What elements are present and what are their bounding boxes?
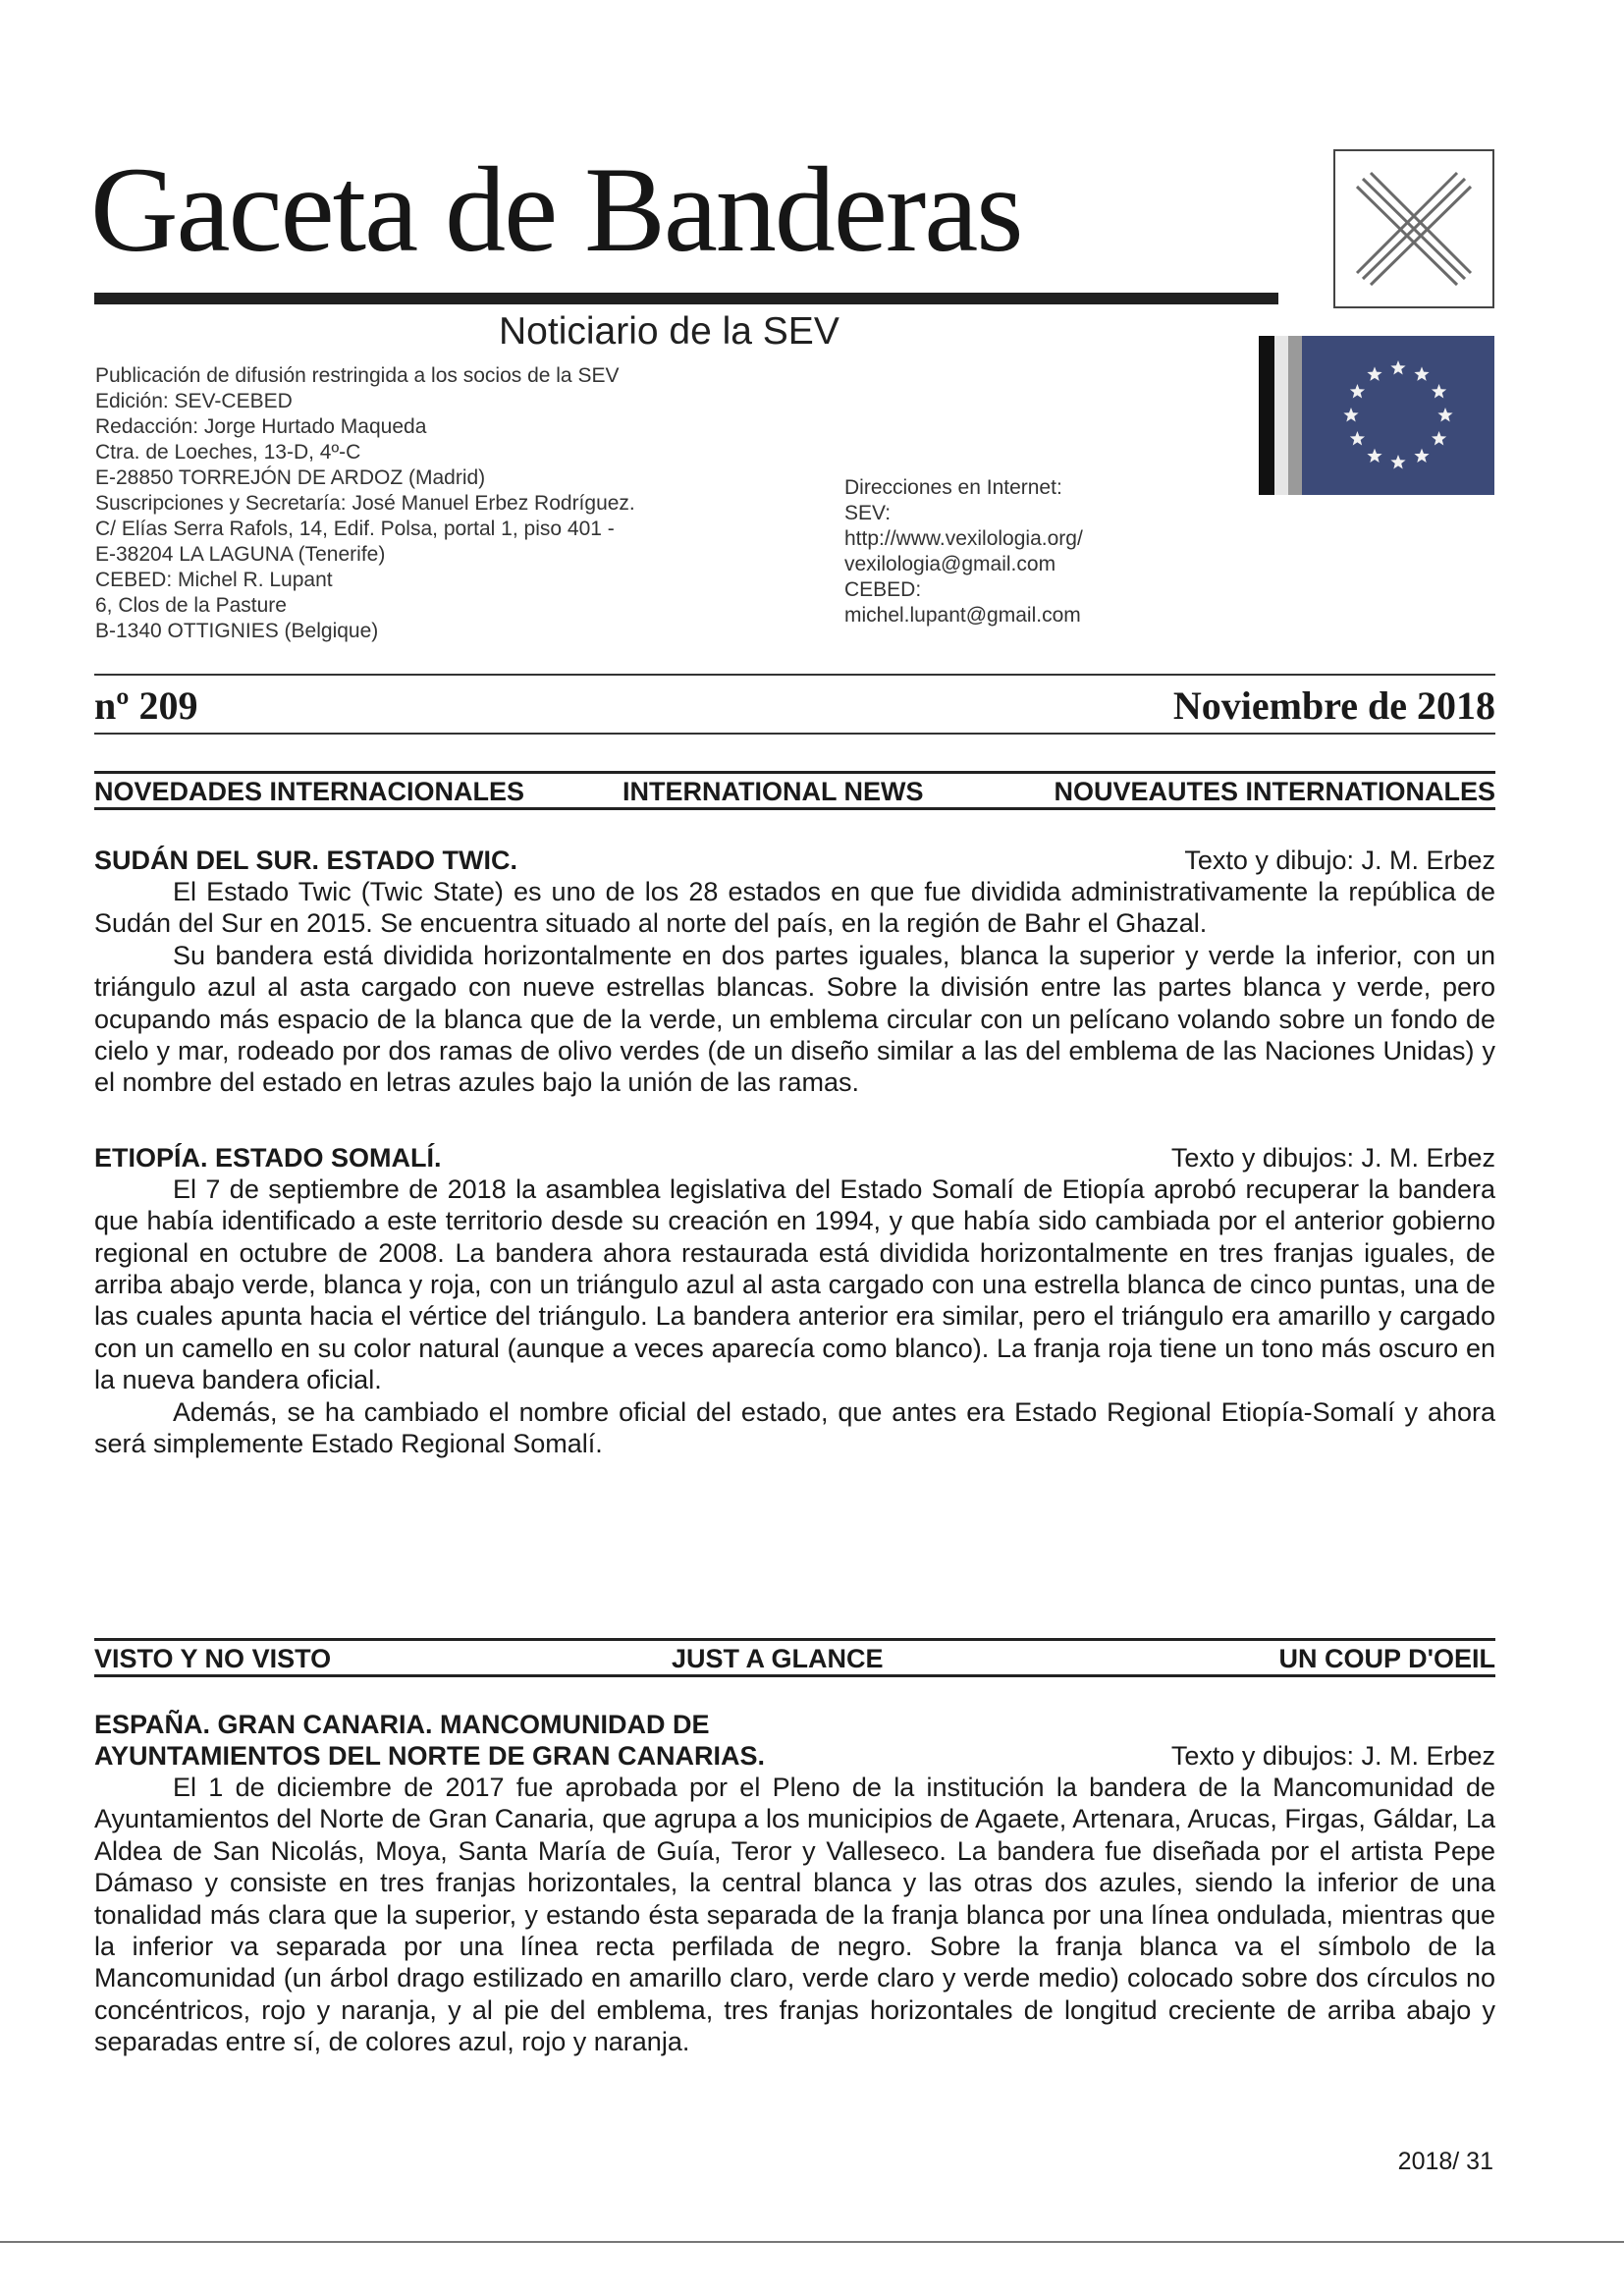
article-paragraph: Su bandera está dividida horizontalmente en dos partes iguales, blanca la superior y verde la inferior, con un triángulo azul al asta cargado con nueve estrellas blancas. Sobre la división entre las partes blanca y verde, pero ocupando más espacio de la blanca que de la verde, un emblema circular con un pelícano volando sobre un fondo de cielo y mar, rodeado por dos ramas de olivo verdes (de un diseño similar a las del emblema de las Naciones Unidas) y el nombre del estado en letras azules bajo la unión de las ramas.: [94, 940, 1495, 1098]
publication-line: Edición: SEV-CEBED: [95, 390, 293, 412]
subtitle: Noticiario de la SEV: [499, 310, 839, 353]
web-label: SEV:: [844, 502, 892, 524]
publication-line: C/ Elías Serra Rafols, 14, Edif. Polsa, portal 1, piso 401 -: [95, 518, 615, 540]
publication-line: E-28850 TORREJÓN DE ARDOZ (Madrid): [95, 466, 486, 489]
article-credit: Texto y dibujos: J. M. Erbez: [1170, 1142, 1495, 1173]
issue-date: Noviembre de 2018: [1172, 683, 1495, 728]
article-paragraph: El 1 de diciembre de 2017 fue aprobada por el Pleno de la institución la bandera de la Mancomunidad de Ayuntamientos del Norte de Gran Canaria, que agrupa a los municipios de Agaete, Artenara, Arucas, Firgas, Gáldar, La Aldea de San Nicolás, Moya, Santa María de Guía, Teror y Valleseco. La bandera fue diseñada por el artista Pepe Dámaso y consiste en tres franjas horizontales, la central blanca y las otras dos azules, siendo la inferior de una tonalidad más clara que la superior, y estando ésta separada de la franja blanca por una línea ondulada, mientras que la inferior va separada por una línea recta perfilada de negro. Sobre la franja blanca va el símbolo de la Mancomunidad (un árbol drago estilizado en amarillo claro, verde claro y verde medio) colocado sobre dos círculos no concéntricos, rojo y naranja, y al pie del emblema, tres franjas horizontales de longitud creciente de arriba abajo y separadas entre sí, de colores azul, rojo y naranja.: [94, 1773, 1495, 2057]
section-title-es: NOVEDADES INTERNACIONALES: [94, 777, 525, 806]
publication-line: Publicación de difusión restringida a los socios de la SEV: [95, 364, 620, 387]
page-reference: 2018/ 31: [1397, 2148, 1493, 2175]
publication-line: Suscripciones y Secretaría: José Manuel Erbez Rodríguez.: [95, 492, 635, 515]
masthead-rule: [94, 293, 1278, 304]
content: [94, 845, 1495, 1460]
web-email[interactable]: vexilologia@gmail.com: [844, 553, 1056, 575]
publication-info: [95, 363, 635, 644]
section-title-fr: UN COUP D'OEIL: [1278, 1644, 1495, 1673]
internet-addresses: [844, 475, 1083, 628]
publication-line: Redacción: Jorge Hurtado Maqueda: [95, 415, 427, 438]
publication-line: E-38204 LA LAGUNA (Tenerife): [95, 543, 386, 566]
web-label: CEBED:: [844, 578, 922, 601]
article-paragraph: El 7 de septiembre de 2018 la asamblea legislativa del Estado Somalí de Etiopía aprobó recuperar la bandera que había identificado a este territorio desde su creación en 1994, y que había sido cambiada por el anterior gobierno regional en octubre de 2008. La bandera ahora restaurada está dividida horizontalmente en tres franjas iguales, de arriba abajo verde, blanca y roja, con un triángulo azul al asta cargado con una estrella blanca de cinco puntas, una de las cuales apunta hacia el vértice del triángulo. La bandera anterior era similar, pero el triángulo era amarillo y cargado con un camello en su color natural (aunque a veces aparecía como blanco). La franja roja tiene un tono más oscuro en la nueva bandera oficial.: [94, 1174, 1495, 1395]
sev-saltire-logo-icon: [1333, 149, 1494, 308]
article-gran-canaria: [94, 1709, 1495, 2058]
article-title: SUDÁN DEL SUR. ESTADO TWIC.: [94, 846, 518, 875]
header-divider: [94, 674, 1495, 676]
article-twic: [94, 845, 1495, 1099]
article-title: ETIOPÍA. ESTADO SOMALÍ.: [94, 1142, 442, 1173]
article-paragraph: El Estado Twic (Twic State) es uno de los 28 estados en que fue dividida administrativamente la república de Sudán del Sur en 2015. Se encuentra situado al norte del país, en la región de Bahr el Ghazal.: [94, 877, 1495, 939]
publication-line: 6, Clos de la Pasture: [95, 594, 287, 617]
web-email[interactable]: michel.lupant@gmail.com: [844, 604, 1081, 627]
section-title-en: JUST A GLANCE: [672, 1644, 884, 1673]
masthead-title: Gaceta de Banderas: [90, 142, 1022, 277]
section-bar-just-a-glance: [94, 1638, 1495, 1677]
article-paragraph: Además, se ha cambiado el nombre oficial del estado, que antes era Estado Regional Etiopía-Somalí y ahora será simplemente Estado Regional Somalí.: [94, 1396, 1495, 1459]
publication-line: B-1340 OTTIGNIES (Belgique): [95, 620, 379, 642]
web-link[interactable]: http://www.vexilologia.org/: [844, 527, 1083, 550]
article-credit: Texto y dibujos: J. M. Erbez: [1170, 1741, 1495, 1771]
section-title-fr: NOUVEAUTES INTERNATIONALES: [1054, 777, 1495, 806]
section-title-es: VISTO Y NO VISTO: [94, 1644, 332, 1673]
eu-flag-icon: [1259, 336, 1494, 495]
article-title-line: ESPAÑA. GRAN CANARIA. MANCOMUNIDAD DE: [94, 1710, 710, 1739]
article-credit: Texto y dibujo: J. M. Erbez: [1184, 846, 1495, 875]
section-bar-international-news: [94, 771, 1495, 810]
issue-number: nº 209: [94, 683, 198, 728]
section-title-en: INTERNATIONAL NEWS: [623, 777, 924, 806]
publication-line: Ctra. de Loeches, 13-D, 4º-C: [95, 441, 361, 464]
article-title-line: AYUNTAMIENTOS DEL NORTE DE GRAN CANARIAS.: [94, 1741, 766, 1771]
issue-divider: [94, 733, 1495, 735]
publication-line: CEBED: Michel R. Lupant: [95, 569, 333, 591]
article-somali: [94, 1142, 1495, 1460]
web-heading: Direcciones en Internet:: [844, 476, 1062, 499]
bottom-rule: [0, 2241, 1624, 2243]
